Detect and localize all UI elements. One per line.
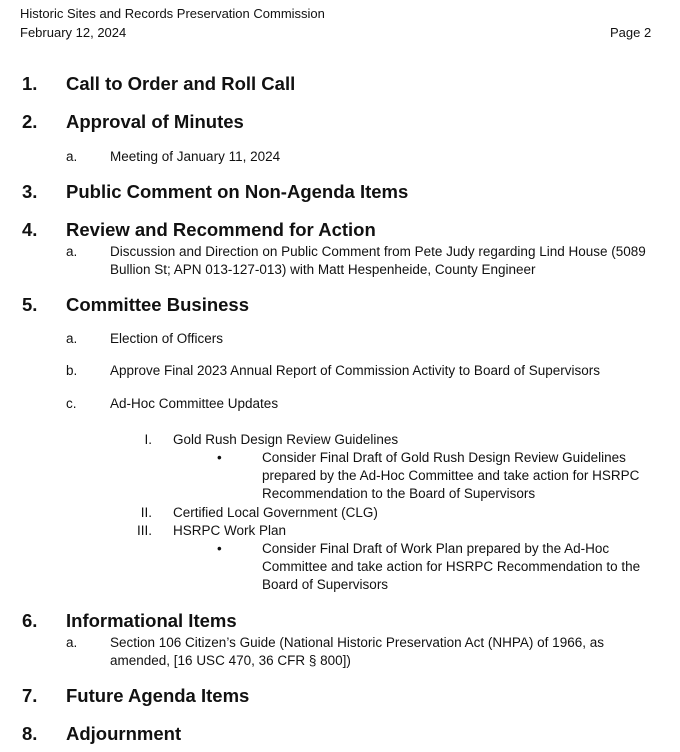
- item-text: Approve Final 2023 Annual Report of Commission Activity to Board of Supervisors: [110, 363, 600, 378]
- bullet-icon: •: [217, 541, 222, 556]
- item-text: Ad-Hoc Committee Updates: [110, 396, 279, 411]
- item-text: Section 106 Citizen’s Guide (National Historic Preservation Act (NHPA) of 1966, as amended, [16 USC 470, 36 CFR § 800]): [110, 635, 604, 668]
- subitem-roman: I.: [144, 432, 152, 447]
- section-title: Future Agenda Items: [66, 685, 250, 706]
- section-number: 7.: [22, 685, 38, 706]
- subitem-roman: III.: [136, 523, 152, 538]
- subitem-roman: II.: [140, 505, 152, 520]
- section-number: 6.: [22, 610, 38, 631]
- section-number: 8.: [22, 723, 38, 744]
- section-number: 4.: [22, 219, 38, 240]
- header-org: Historic Sites and Records Preservation Commission: [20, 6, 325, 21]
- section-title: Public Comment on Non-Agenda Items: [66, 181, 409, 202]
- item-letter: a.: [66, 244, 78, 259]
- section-title: Call to Order and Roll Call: [66, 73, 296, 94]
- item-letter: c.: [66, 396, 77, 411]
- item-text: Election of Officers: [110, 331, 224, 346]
- bullet-text: Consider Final Draft of Work Plan prepared by the Ad-Hoc Committee and take action for HSRPC Recommendation to the Board of Supervisors: [262, 541, 641, 592]
- page-number: Page 2: [610, 25, 652, 40]
- section-number: 2.: [22, 111, 38, 132]
- item-letter: a.: [66, 635, 78, 650]
- item-text: Meeting of January 11, 2024: [110, 149, 281, 164]
- item-letter: a.: [66, 149, 78, 164]
- section-title: Approval of Minutes: [66, 111, 244, 132]
- bullet-icon: •: [217, 450, 222, 465]
- item-text: Discussion and Direction on Public Comment from Pete Judy regarding Lind House (5089 Bullion St; APN 013-127-013) with Matt Hespenheide, County Engineer: [110, 244, 646, 277]
- section-title: Informational Items: [66, 610, 237, 631]
- section-title: Committee Business: [66, 294, 249, 315]
- subitem-text: Gold Rush Design Review Guidelines: [173, 432, 399, 447]
- subitem-text: HSRPC Work Plan: [173, 523, 287, 538]
- item-letter: b.: [66, 363, 78, 378]
- item-letter: a.: [66, 331, 78, 346]
- section-number: 3.: [22, 181, 38, 202]
- section-title: Review and Recommend for Action: [66, 219, 376, 240]
- subitem-text: Certified Local Government (CLG): [173, 505, 378, 520]
- section-number: 5.: [22, 294, 38, 315]
- header-date: February 12, 2024: [20, 25, 127, 40]
- bullet-text: Consider Final Draft of Gold Rush Design Review Guidelines prepared by the Ad-Hoc Committee and take action for HSRPC Recommendation to the Board of Supervisors: [262, 450, 640, 501]
- section-title: Adjournment: [66, 723, 182, 744]
- section-number: 1.: [22, 73, 38, 94]
